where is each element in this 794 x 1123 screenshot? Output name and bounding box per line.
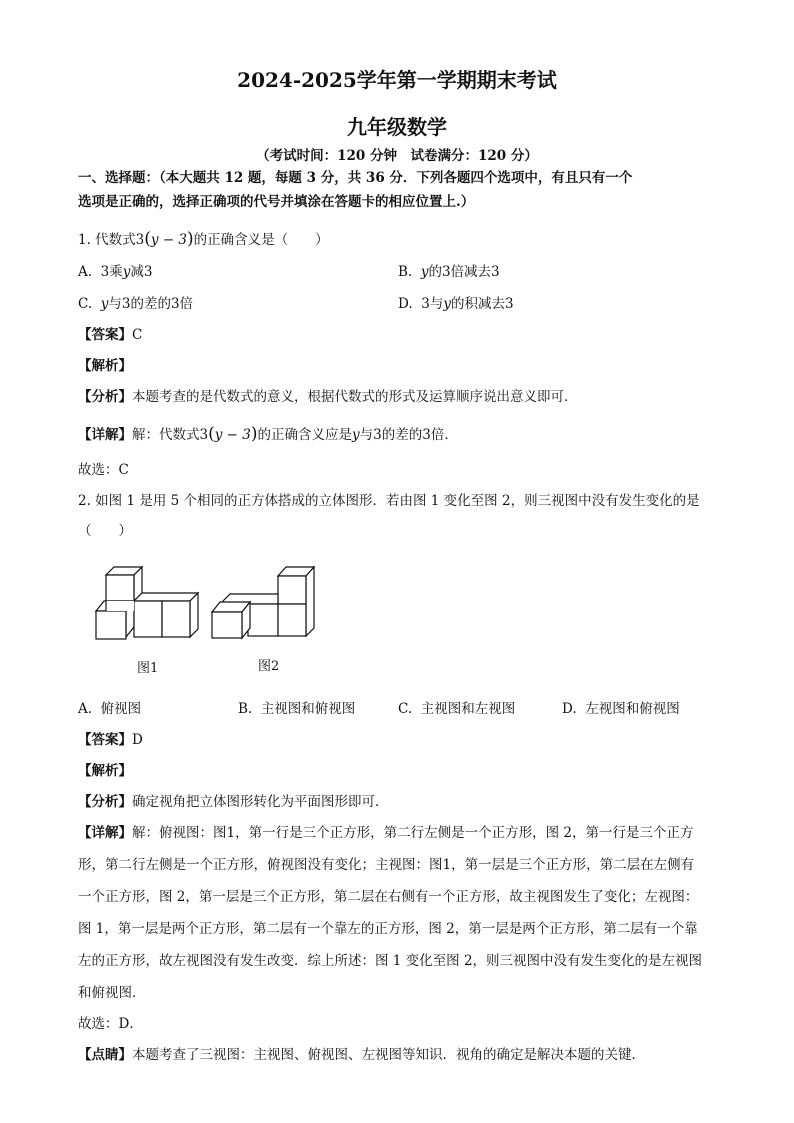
q1-stem xyxy=(78,230,329,249)
q2-stem-line1: 2. 如图 1 是用 5 个相同的正方体搭成的立体图形．若由图 1 变化至图 2，则三视图中没有发生变化的是 xyxy=(78,493,700,509)
q2-option-b: B. 主视图和俯视图 xyxy=(238,701,356,717)
section-heading-line2: 选项是正确的，选择正确项的代号并填涂在答题卡的相应位置上.） xyxy=(78,194,475,210)
q1-option-b: B. y的3倍减去3 xyxy=(398,264,500,280)
q2-fenxi: 【分析】确定视角把立体图形转化为平面图形即可． xyxy=(78,794,389,810)
q2-detail-line3: 一个正方形，图 2，第一层是三个正方形，第二层在右侧有一个正方形，故主视图发生了变化；左视图： xyxy=(78,889,699,905)
q1-prefix: 1. 代数式 xyxy=(78,232,136,248)
figure-1-cubes xyxy=(90,565,205,647)
q2-option-a: A. 俯视图 xyxy=(78,701,142,717)
q2-detail-line5: 左的正方形，故左视图没有发生改变．综上所述：图 1 变化至图 2，则三视图中没有发生变化的是左视图 xyxy=(78,953,703,969)
q1-detail: 【详解】解：代数式3(y − 3)的正确含义应是y与3的差的3倍． xyxy=(78,424,458,444)
q2-detail-line1: 【详解】解：俯视图：图1，第一行是三个正方形，第二行左侧是一个正方形，图 2，第一行是三个正方 xyxy=(78,825,694,841)
q1-suffix: 的正确含义是（ ） xyxy=(193,232,329,248)
figure-2-caption: 图2 xyxy=(258,659,280,674)
page-subtitle: 九年级数学 xyxy=(347,115,447,139)
q2-option-d: D. 左视图和俯视图 xyxy=(562,701,680,717)
q2-detail-line6: 和俯视图． xyxy=(78,985,146,1001)
figure-1-caption: 图1 xyxy=(137,661,159,676)
q1-expression: 3(y − 3) xyxy=(135,229,194,249)
q2-detail-line2: 形，第二行左侧是一个正方形，俯视图没有变化；主视图：图1，第一层是三个正方形，第二层在左侧有 xyxy=(78,857,695,873)
q1-option-a: A. 3乘y减3 xyxy=(78,264,153,280)
q1-answer: 【答案】C xyxy=(78,327,143,343)
exam-info: （考试时间：120 分钟 试卷满分：120 分） xyxy=(256,148,538,164)
q1-option-d: D. 3与y的积减去3 xyxy=(398,296,514,312)
q2-final: 故选：D． xyxy=(78,1016,143,1032)
q2-analysis-label: 【解析】 xyxy=(78,763,132,779)
figure-2-cubes xyxy=(208,562,323,647)
q1-analysis-label: 【解析】 xyxy=(78,358,132,374)
q2-stem-line2: （ ） xyxy=(78,523,132,539)
q2-detail-line4: 图 1，第一层是两个正方形，第二层有一个靠左的正方形，图 2，第一层是两个正方形，第二层有一个靠 xyxy=(78,921,698,937)
q1-fenxi: 【分析】本题考查的是代数式的意义，根据代数式的形式及运算顺序说出意义即可． xyxy=(78,389,578,405)
q1-final: 故选：C xyxy=(78,462,129,478)
page-title: 2024-2025学年第一学期期末考试 xyxy=(237,68,557,92)
q2-dianjing: 【点睛】本题考查了三视图：主视图、俯视图、左视图等知识．视角的确定是解决本题的关键． xyxy=(78,1047,645,1063)
q1-option-c: C. y与3的差的3倍 xyxy=(78,296,194,312)
section-heading-line1: 一、选择题：（本大题共 12 题，每题 3 分，共 36 分．下列各题四个选项中，有且只有一个 xyxy=(78,170,633,186)
q2-option-c: C. 主视图和左视图 xyxy=(398,701,516,717)
q2-answer: 【答案】D xyxy=(78,732,143,748)
